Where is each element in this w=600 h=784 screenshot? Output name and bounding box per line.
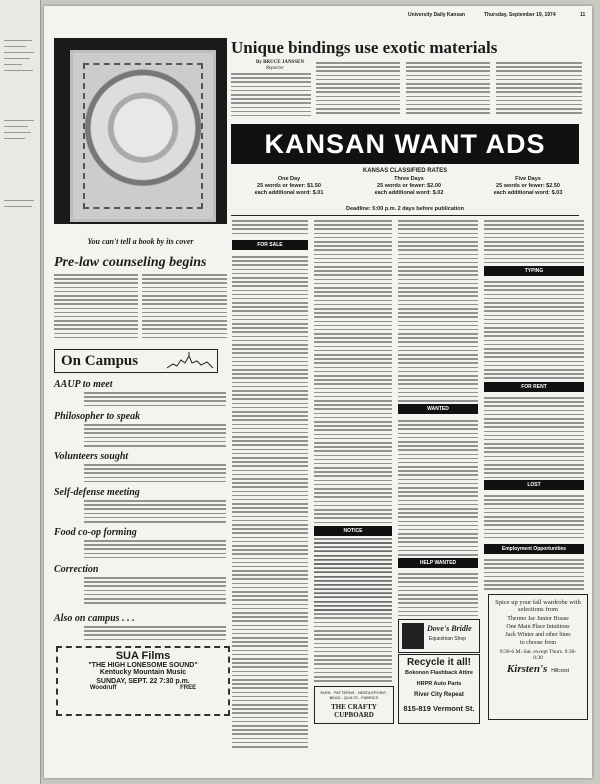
page-number: 11: [580, 12, 586, 18]
correction-heading: Correction: [54, 564, 99, 575]
ad-deadline: Deadline: 5:00 p.m. 2 days before publication: [346, 206, 464, 212]
rate-one-day: One Day 25 words or fewer: $1.50 each additional word: $.01: [254, 176, 324, 196]
also-on-campus-heading: Also on campus . . .: [54, 613, 135, 624]
crafty-cupboard-ad: [314, 686, 394, 724]
food-coop-heading: Food co-op forming: [54, 527, 137, 538]
bindings-byline: By BRUCE JANSSEN: [256, 60, 305, 65]
help-wanted-header: HELP WANTED: [398, 558, 478, 568]
kirstens-place: Hillcrest: [551, 668, 570, 674]
horse-icon: [402, 623, 424, 649]
classified-col-c: [398, 220, 478, 404]
correction-body: [84, 577, 226, 606]
kirstens-intro: Spice up your fall wardrobe with selections from: [495, 599, 581, 613]
doves-bridle-sub: Equestrian Shop: [429, 636, 466, 642]
kirstens-lines: Thermo Jac Junior House One Main Place Intuitions Jack Winter and other lines to choose from: [505, 616, 571, 646]
crafty-cupboard-name: THE CRAFTY CUPBOARD: [331, 703, 377, 719]
on-campus-title: On Campus: [61, 353, 139, 369]
bindings-role: Reporter: [266, 66, 284, 71]
bindings-body-col3: [406, 62, 490, 116]
for-rent-header: FOR RENT: [484, 382, 584, 392]
classified-col-c-mid: [398, 420, 478, 558]
campus-skyline-icon: [167, 352, 213, 369]
doves-bridle-name: Dove's Bridle: [427, 624, 472, 633]
volunteers-body: [84, 464, 226, 485]
bindings-body-col1: [231, 73, 311, 119]
volunteers-heading: Volunteers sought: [54, 451, 129, 462]
rates-title: KANSAS CLASSIFIED RATES: [362, 168, 448, 174]
classified-col-a: [232, 256, 308, 750]
rate-five-days: Five Days 25 words or fewer: $2.50 each additional word: $.03: [493, 176, 563, 196]
sua-films-ad: [56, 646, 230, 716]
food-coop-body: [84, 540, 226, 561]
bindings-body-col2: [316, 62, 400, 116]
doves-bridle-ad: [398, 619, 480, 653]
sua-price: FREE: [180, 685, 197, 691]
self-defense-body: [84, 500, 226, 525]
recycle-line1: Bokonon Flashback Attire: [405, 670, 473, 676]
bindings-body-col4: [496, 62, 582, 116]
employment-header: Employment Opportunities: [484, 544, 584, 554]
sua-date: SUNDAY, SEPT. 22 7:30 p.m.: [96, 678, 190, 685]
classified-col-d-lost: [484, 495, 584, 541]
also-on-campus-body: [84, 626, 226, 643]
philosopher-heading: Philosopher to speak: [54, 411, 141, 422]
sua-film-title: "THE HIGH LONESOME SOUND": [88, 662, 198, 669]
classified-col-d-employment: [484, 559, 584, 593]
typing-header: TYPING: [484, 266, 584, 276]
recycle-line3: River City Repeat: [414, 692, 464, 698]
rate-three-days: Three Days 25 words or fewer: $2.00 each additional word: $.02: [374, 176, 444, 196]
for-sale-header: FOR SALE: [232, 240, 308, 250]
lost-header: LOST: [484, 480, 584, 490]
prelaw-body-col1: [54, 274, 138, 341]
photo-caption: You can't tell a book by its cover: [87, 237, 194, 246]
aaup-body: [84, 392, 226, 409]
recycle-address: 815-819 Vermont St.: [403, 704, 475, 713]
recycle-title: Recycle it all!: [407, 657, 471, 668]
kirstens-hours: 9:30-6 M.-Sat. except Thurs. 9:30-8:30: [499, 649, 577, 661]
self-defense-heading: Self-defense meeting: [54, 487, 140, 498]
divider: [231, 215, 579, 216]
adjacent-page-edge: [0, 0, 41, 784]
kirstens-name: Kirsten's: [506, 663, 548, 675]
classified-col-c-lower: [398, 573, 478, 619]
classified-col-b-lower: [314, 542, 392, 684]
crafty-cupboard-tagline: YARN . PATTERNS . NEEDLEPOINT . BEAD . QUILTS . FABRICS: [319, 690, 389, 700]
sua-venue-row: [58, 685, 228, 691]
notice-header: NOTICE: [314, 526, 392, 536]
sua-subtitle: Kentucky Mountain Music: [99, 669, 187, 676]
classified-col-d-rent: [484, 397, 584, 481]
want-ads-banner: KANSAN WANT ADS: [231, 124, 579, 164]
classified-col-d: [484, 220, 584, 270]
aaup-heading: AAUP to meet: [54, 379, 113, 390]
recycle-line2: HRPR Auto Parts: [416, 681, 462, 687]
on-campus-header: [54, 349, 218, 373]
recycle-ad: [398, 654, 480, 724]
kirstens-ad: [488, 594, 588, 720]
classified-col-d-typing: [484, 281, 584, 382]
sua-venue: Woodruff: [89, 685, 117, 691]
bindings-headline: Unique bindings use exotic materials: [231, 38, 498, 57]
issue-date: Thursday, September 19, 1974: [484, 12, 556, 18]
book-cover-photo: [54, 38, 227, 224]
paper-name: University Daily Kansan: [408, 12, 465, 18]
classified-col-a-top: [232, 220, 308, 237]
newspaper-page: [44, 6, 592, 778]
prelaw-headline: Pre-law counseling begins: [54, 255, 207, 270]
wanted-header: WANTED: [398, 404, 478, 414]
prelaw-body-col2: [142, 274, 227, 341]
philosopher-body: [84, 424, 226, 449]
sua-title: SUA Films: [115, 650, 171, 662]
